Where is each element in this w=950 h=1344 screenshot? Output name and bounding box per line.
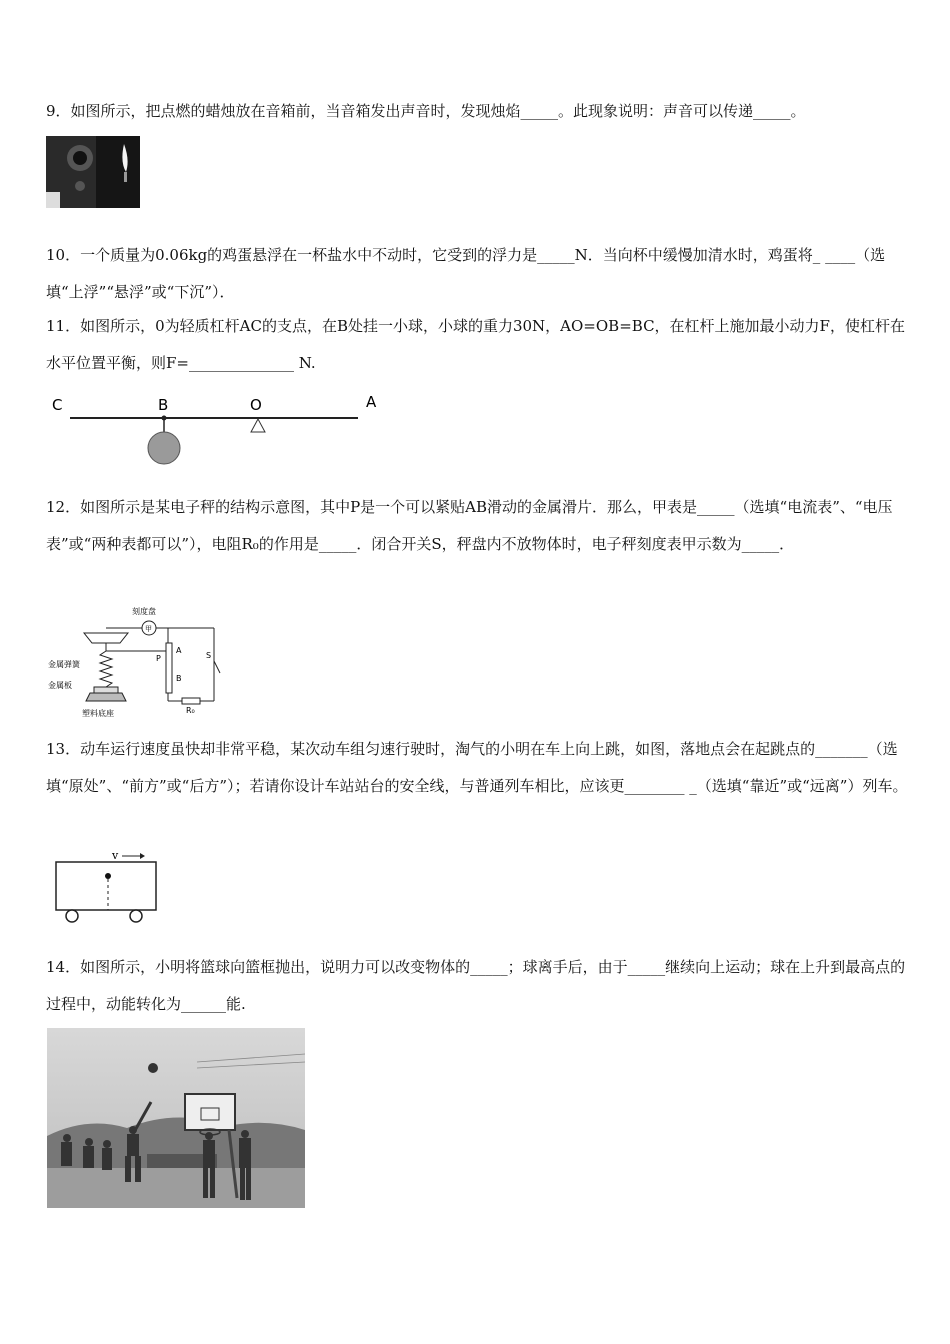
jumper-dot — [105, 873, 111, 879]
resistor-r0 — [182, 698, 200, 704]
electronic-scale-figure — [46, 603, 236, 721]
speaker-candle-illustration — [46, 136, 140, 208]
lever-label-b: B — [158, 396, 169, 414]
question-14 — [46, 949, 908, 1023]
scale-label-base: 塑料底座 — [82, 709, 114, 718]
lever-figure — [46, 390, 396, 470]
resistor-ab — [166, 643, 172, 693]
question-9-text: 9．如图所示，把点燃的蜡烛放在音箱前，当音箱发出声音时，发现烛焰_____。此现象说明：声音可以传递_____。 — [46, 102, 806, 120]
hanging-ball — [148, 432, 180, 464]
question-10-text: 10．一个质量为0.06kg的鸡蛋悬浮在一杯盐水中不动时，它受到的浮力是_____N．当向杯中缓慢加清水时，鸡蛋将_ ____（选填“上浮”“悬浮”或“下沉”）． — [46, 246, 886, 301]
train-illustration — [48, 848, 160, 926]
scale-label-b: B — [176, 674, 182, 683]
scale-label-r0: R₀ — [186, 706, 195, 715]
train-carriage — [56, 862, 156, 910]
question-12-text: 12．如图所示是某电子秤的结构示意图，其中P是一个可以紧贴AB滑动的金属滑片．那么，甲表是_____（选填“电流表”、“电压表”或“两种表都可以”），电阻R₀的作用是_____．闭合开关S，秤盘内不放物体时，电子秤刻度表甲示数为_____． — [46, 498, 893, 553]
train-figure — [48, 848, 160, 926]
lever-label-c: C — [52, 396, 63, 414]
fulcrum-triangle — [251, 419, 265, 432]
question-14-text: 14．如图所示，小明将篮球向篮框抛出，说明力可以改变物体的_____；球离手后，由于_____继续向上运动；球在上升到最高点的过程中，动能转化为______能. — [46, 958, 906, 1013]
scale-label-p: P — [156, 654, 161, 663]
spring-zigzag — [100, 651, 112, 687]
question-10 — [46, 237, 908, 311]
speaker-candle-figure — [46, 136, 140, 208]
train-label-v: v — [112, 849, 119, 862]
basketball — [148, 1063, 158, 1073]
basketball-illustration — [47, 1028, 305, 1208]
question-13 — [46, 731, 908, 805]
scale-label-spring: 金属弹簧 — [48, 660, 80, 669]
lever-label-a: A — [366, 393, 377, 411]
basketball-photo — [47, 1028, 305, 1208]
question-12 — [46, 489, 908, 563]
scale-label-a: A — [176, 646, 182, 655]
scale-label-s: S — [206, 651, 212, 660]
backboard — [185, 1094, 235, 1130]
question-9 — [46, 93, 908, 130]
lever-label-o: O — [250, 396, 262, 414]
scale-label-plate: 金属板 — [48, 681, 72, 690]
scale-label-meter: 甲 — [145, 625, 152, 633]
scale-label-dial: 刻度盘 — [132, 607, 156, 616]
question-11 — [46, 308, 908, 382]
electronic-scale-diagram — [46, 603, 236, 721]
lever-illustration — [46, 390, 396, 470]
question-13-text: 13．动车运行速度虽快却非常平稳，某次动车组匀速行驶时，淘气的小明在车上向上跳，如图，落地点会在起跳点的_______（选填“原处”、“前方”或“后方”）；若请你设计车站站台的安全线，与普通列车相比，应该更________ _（选填“靠近”或“远离”）列车。 — [46, 740, 908, 795]
question-11-text: 11．如图所示，0为轻质杠杆AC的支点，在B处挂一小球，小球的重力30N，AO=OB=BC，在杠杆上施加最小动力F，使杠杆在水平位置平衡，则F=______________ N. — [46, 317, 905, 372]
